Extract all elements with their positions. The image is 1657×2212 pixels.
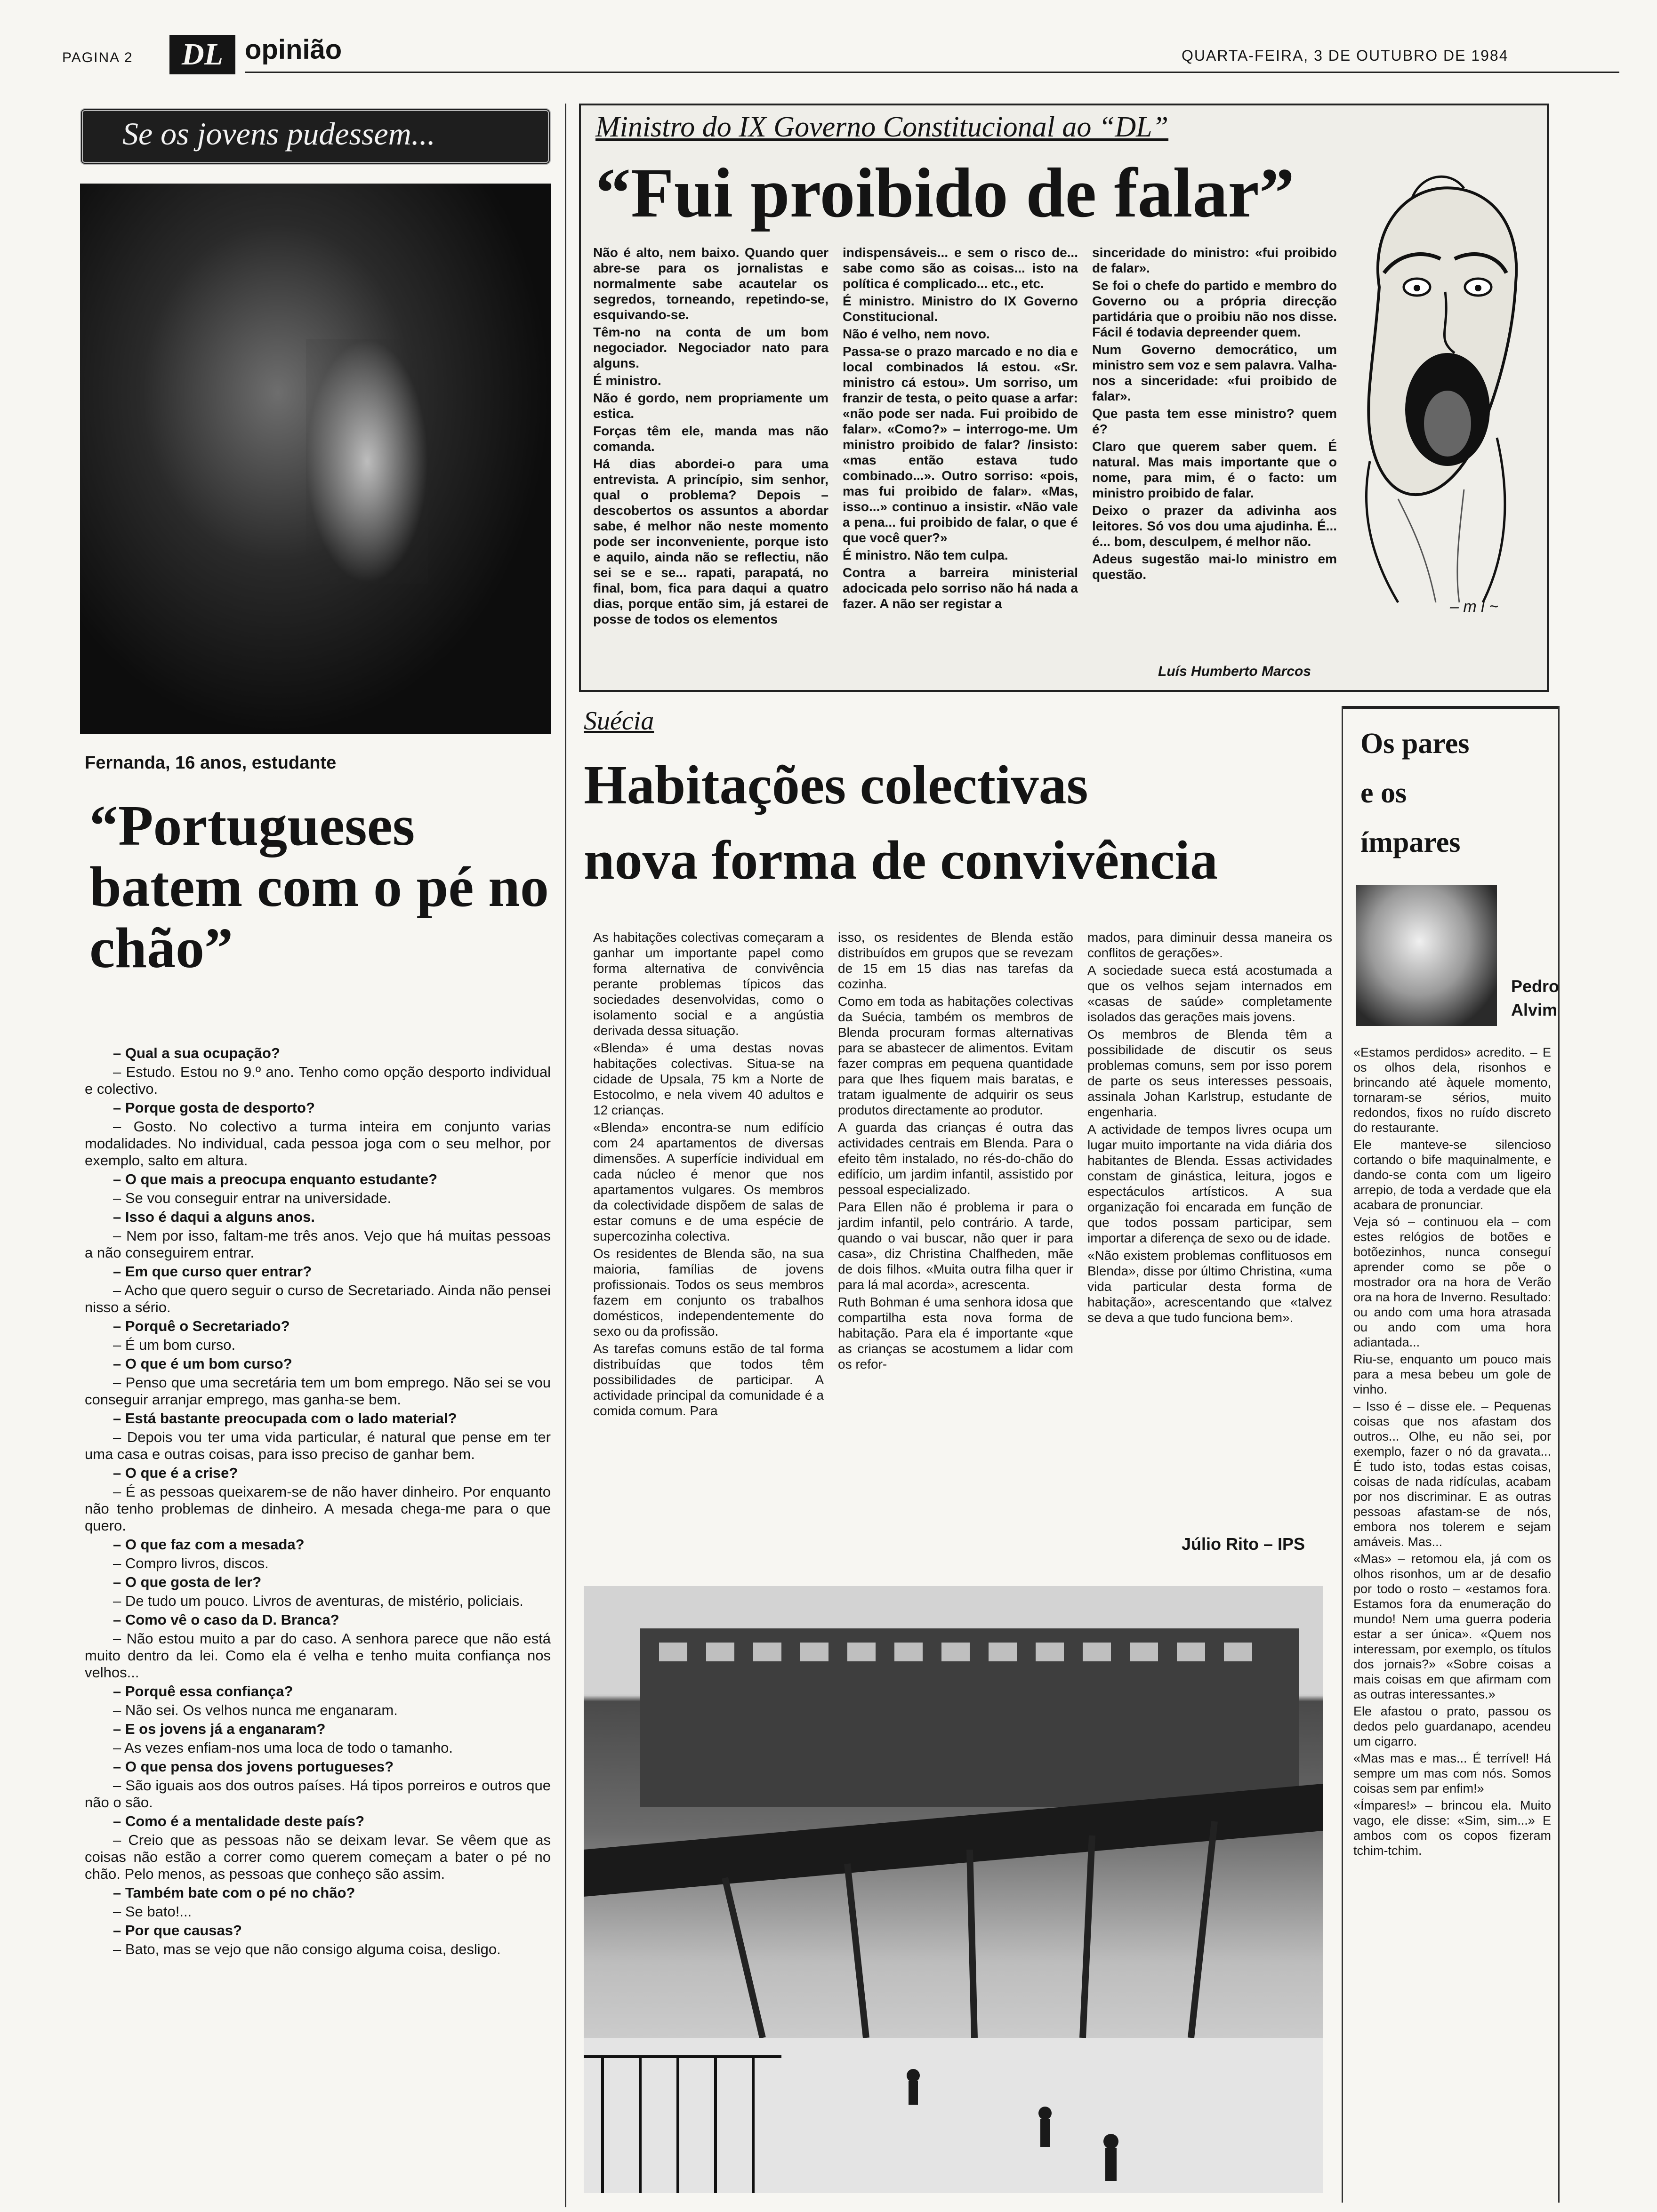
columnist-first-name: Pedro: [1511, 977, 1560, 996]
minister-paragraph: Não é velho, nem novo.: [843, 327, 990, 341]
sweden-col-1: [593, 930, 824, 1420]
answer: – Compro livros, discos.: [113, 1555, 269, 1571]
answer: – Não sei. Os velhos nunca me enganaram.: [113, 1702, 398, 1718]
minister-paragraph: Não é gordo, nem propriamente um estica.: [593, 391, 828, 421]
column-paragraph: Riu-se, enquanto um pouco mais para a mesa bebeu um gole de vinho.: [1353, 1352, 1551, 1396]
answer: – Acho que quero seguir o curso de Secretariado. Ainda não pensei nisso a sério.: [85, 1282, 551, 1315]
sweden-paragraph: «Blenda» é uma destas novas habitações colectivas. Situa-se na cidade de Upsala, 75 km a Norte de Estocolmo, e nela vivem 40 adultos e 12 crianças.: [593, 1041, 824, 1117]
minister-paragraph: Deixo o prazer da adivinha aos leitores. Só vos dou uma ajudinha. É... é... bom, desculpem, é melhor não.: [1092, 503, 1337, 549]
column-title-2: e os: [1360, 777, 1407, 809]
youth-banner-title: Se os jovens pudessem...: [122, 116, 435, 152]
column-paragraph: «Mas» – retomou ela, já com os olhos risonhos, um ar de desafio por todo o rosto – «estamos fora. Estamos fora da enumeração do mundo! Nem uma guerra poderia estar a ser única». «Quem nos interessam, por exemplo, os títulos dos jornais?» «Sobre coisas a mais coisas em que afirmam com as outras interessantes.»: [1353, 1552, 1551, 1701]
caricature-drawing: [1342, 132, 1539, 626]
answer: – Creio que as pessoas não se deixam levar. Se vêem que as coisas não estão a correr como querem começam a bater o pé no chão. Pelo menos, as pessoas que conheço são assim.: [85, 1832, 551, 1882]
minister-paragraph: indispensáveis... e sem o risco de... sabe como são as coisas... isto na política é complicado... etc., etc.: [843, 245, 1078, 291]
answer: – As vezes enfiam-nos uma loca de todo o tamanho.: [113, 1739, 453, 1756]
interview-body: [85, 1045, 551, 1960]
sweden-paragraph: isso, os residentes de Blenda estão distribuídos em grupos que se revezam de 15 em 15 dias nas tarefas da cozinha.: [838, 930, 1073, 991]
minister-paragraph: sinceridade do ministro: «fui proibido de falar».: [1092, 245, 1337, 275]
question: – O que é um bom curso?: [113, 1355, 292, 1372]
question: – Porque gosta de desporto?: [113, 1099, 315, 1116]
answer: – Depois vou ter uma vida particular, é natural que pense em ter uma casa e outras coisas, para isso preciso de ganhar bem.: [85, 1429, 551, 1462]
question: – Está bastante preocupada com o lado material?: [113, 1410, 457, 1427]
sweden-headline-line-1: Habitações colectivas: [584, 754, 1088, 816]
minister-paragraph: Se foi o chefe do partido e membro do Governo ou a própria direcção partidária que o proibiu não nos disse. Fácil é todavia depreender quem.: [1092, 278, 1337, 339]
answer: – Gosto. No colectivo a turma inteira em conjunto varias modalidades. No individual, cada pessoa joga com o seu melhor, por exemplo, salto em altura.: [85, 1118, 551, 1169]
question: – O que gosta de ler?: [113, 1574, 262, 1590]
left-column-divider: [565, 104, 566, 2207]
header-rule: [245, 72, 1619, 73]
photo-caption: Fernanda, 16 anos, estudante: [85, 753, 337, 773]
question: – O que é a crise?: [113, 1465, 238, 1481]
column-paragraph: Ele afastou o prato, passou os dedos pelo guardanapo, acendeu um cigarro.: [1353, 1704, 1551, 1748]
sweden-paragraph: A sociedade sueca está acostumada a que os velhos sejam internados em «casas de saúde» completamente isolados das gerações mais jovens.: [1087, 963, 1332, 1024]
column-title-1: Os pares: [1360, 728, 1470, 760]
portrait-highlight: [306, 339, 428, 584]
right-column-edge: [1558, 706, 1560, 2203]
sweden-kicker: Suécia: [584, 706, 654, 736]
column-paragraph: Veja só – continuou ela – com estes relógios de botões e botõezinhos, nunca conseguí aprender como se põe o mostrador ora na hora de Verão ora na hora de Inverno. Resultado: ou ando com uma hora atrasada ou ando com uma hora adiantada...: [1353, 1215, 1551, 1349]
question: – Porquê o Secretariado?: [113, 1318, 290, 1334]
housing-photo-drawing: [584, 1586, 1323, 2193]
answer: – É as pessoas queixarem-se de não haver dinheiro. Por enquanto não tenho problemas de dinheiro. A mesada chega-me para o que quero.: [85, 1483, 551, 1534]
question: – Em que curso quer entrar?: [113, 1263, 312, 1280]
minister-paragraph: Não é alto, nem baixo. Quando quer abre-se para os jornalistas e normalmente sabe acautelar os segredos, torneando, repetindo-se, esquivando-se.: [593, 245, 828, 322]
sweden-paragraph: Como em toda as habitações colectivas da Suécia, também os membros de Blenda procuram formas alternativas para se abastecer de alimentos. Evitam fazer compras em pequena quantidade para que lhes fiquem mais baratas, e tratam igualmente de adquirir os seus produtos directamente ao produtor.: [838, 994, 1073, 1117]
minister-paragraph: Claro que querem saber quem. É natural. Mas mais importante que o nome, para mim, é o facto: um ministro proibido de falar.: [1092, 439, 1337, 500]
question: – Qual a sua ocupação?: [113, 1045, 280, 1061]
minister-paragraph: É ministro.: [593, 373, 661, 388]
sweden-paragraph: As habitações colectivas começaram a ganhar um importante papel como forma alternativa de convivência perante problemas típicos das sociedades desenvolvidas, como o isolamento social e a angústia derivada dessa situação.: [593, 930, 824, 1038]
sweden-signature: Júlio Rito – IPS: [1182, 1534, 1305, 1554]
column-paragraph: «Estamos perdidos» acredito. – E os olhos dela, risonhos e brincando até àquele momento, tornaram-se sérios, muito redondos, fixos no ruído discreto do restaurante.: [1353, 1045, 1551, 1135]
minister-paragraph: É ministro. Não tem culpa.: [843, 548, 1008, 562]
question: – Também bate com o pé no chão?: [113, 1884, 355, 1901]
minister-paragraph: Passa-se o prazo marcado e no dia e local combinados lá estou. «Sr. ministro cá estou». Um sorriso, um franzir de testa, o peito quase a arfar: «não pode ser nada. Fui proibido de falar». «Como?» – interrogo-me. Um ministro proibido de falar? /insisto: «mas então estava tudo combinado...». Outro sorriso: «pois, mas fui proibido de falar». «Mas, isso...» continuo a insistir. «Não vale a pena... fui proibido de falar, o que é que você quer?»: [843, 344, 1078, 545]
question: – Como vê o caso da D. Branca?: [113, 1611, 339, 1628]
sweden-paragraph: A guarda das crianças é outra das actividades centrais em Blenda. Para o efeito têm instalado, no rés-do-chão do edifício, um jardim infantil, assistido por pessoal especializado.: [838, 1120, 1073, 1197]
sweden-paragraph: Ruth Bohman é uma senhora idosa que compartilha esta nova forma de habitação. Para ela é importante «que as crianças se acostumem a lidar com os refor-: [838, 1295, 1073, 1371]
minister-col-2: [843, 245, 1078, 613]
column-title-3: ímpares: [1360, 826, 1461, 858]
minister-paragraph: Há dias abordei-o para uma entrevista. A princípio, sim senhor, qual o problema? Depois – descobertos os assuntos a abordar sabe, é melhor não neste momento pode ser inconveniente, porque isto e aquilo, ainda não se reflectiu, não sei se e se... rapati, parapatá, no final, bom, fica para daqui a quatro dias, porque então sim, já estarei de posse de todos os elementos: [593, 457, 828, 626]
minister-col-3: [1092, 245, 1337, 584]
answer: – Nem por isso, faltam-me três anos. Vejo que há muitas pessoas a não conseguirem entrar.: [85, 1227, 551, 1261]
question: – O que pensa dos jovens portugueses?: [113, 1758, 394, 1775]
question: – E os jovens já a enganaram?: [113, 1721, 326, 1737]
column-paragraph: – Isso é – disse ele. – Pequenas coisas que nos afastam dos outros... Olhe, eu não sei, por exemplo, fazer o nó da gravata... É tudo isto, todas estas coisas, coisas de nada ridículas, acabam por nos discriminar. E as outras pessoas afastam-se de nós, embora nos tolerem e sejam amáveis. Mas...: [1353, 1399, 1551, 1549]
answer: – Estudo. Estou no 9.º ano. Tenho como opção desporto individual e colectivo.: [85, 1064, 551, 1097]
issue-date: QUARTA-FEIRA, 3 DE OUTUBRO DE 1984: [1182, 47, 1509, 64]
answer: – São iguais aos dos outros países. Há tipos porreiros e outros que não o são.: [85, 1777, 551, 1811]
minister-col-1: [593, 245, 828, 629]
newspaper-logo: DL: [169, 35, 235, 74]
minister-headline: “Fui proibido de falar”: [595, 154, 1295, 232]
page-header: [56, 28, 1619, 75]
sweden-col-2: [838, 930, 1073, 1374]
column-paragraph: «Mas mas e mas... É terrível! Há sempre um mas com nós. Somos coisas sem par enfim!»: [1353, 1751, 1551, 1795]
answer: – Penso que uma secretária tem um bom emprego. Não sei se vou conseguir arranjar emprego, mas ganha-se bem.: [85, 1374, 551, 1408]
minister-paragraph: Num Governo democrático, um ministro sem voz e sem palavra. Valha-nos a sinceridade: «fui proibido de falar».: [1092, 342, 1337, 403]
sweden-paragraph: Os membros de Blenda têm a possibilidade de discutir os seus problemas comuns, sem por isso porem de parte os seus interesses pessoais, assinala Johan Karlstrup, estudante de engenharia.: [1087, 1027, 1332, 1119]
answer: – É um bom curso.: [113, 1337, 236, 1353]
sweden-paragraph: Os residentes de Blenda são, na sua maioria, famílias de jovens profissionais. Todos os seus membros fazem em conjunto os trabalhos domésticos, independentemente do sexo ou da profissão.: [593, 1246, 824, 1338]
sweden-headline-line-2: nova forma de convivência: [584, 829, 1218, 891]
minister-paragraph: Forças têm ele, manda mas não comanda.: [593, 424, 828, 454]
housing-photo: [584, 1586, 1323, 2193]
question: – Isso é daqui a alguns anos.: [113, 1209, 315, 1225]
minister-caricature: [1342, 132, 1539, 626]
minister-signature: Luís Humberto Marcos: [1158, 664, 1311, 679]
question: – Porquê essa confiança?: [113, 1683, 293, 1699]
section-name: opinião: [245, 34, 342, 65]
sweden-paragraph: A actividade de tempos livres ocupa um lugar muito importante na vida diária dos habitantes de Blenda. Essas actividades constam de ginástica, leitura, jogos e espectáculos artísticos. A sua organização foi encarada em função de que todos possam participar, sem importar a diferença de sexo ou de idade.: [1087, 1122, 1332, 1245]
answer: – Bato, mas se vejo que não consigo alguma coisa, desligo.: [113, 1941, 501, 1957]
columnist-photo: [1356, 885, 1497, 1026]
question: – Por que causas?: [113, 1922, 242, 1939]
sweden-col-3: [1087, 930, 1332, 1327]
minister-paragraph: Contra a barreira ministerial adocicada pelo sorriso não há nada a fazer. A não ser registar a: [843, 565, 1078, 611]
interview-headline: “Portugueses batem com o pé no chão”: [89, 794, 549, 980]
question: – O que faz com a mesada?: [113, 1536, 305, 1553]
right-column-rule-top: [1342, 706, 1558, 709]
column-body: [1353, 1045, 1551, 1860]
minister-paragraph: Adeus sugestão mai-lo ministro em questão.: [1092, 552, 1337, 582]
sweden-paragraph: As tarefas comuns estão de tal forma distribuídas que todos têm possibilidades de participar. A actividade principal da comunidade é a comida comum. Para: [593, 1341, 824, 1418]
answer: – De tudo um pouco. Livros de aventuras, de mistério, policiais.: [113, 1593, 523, 1609]
question: – O que mais a preocupa enquanto estudante?: [113, 1171, 438, 1187]
minister-paragraph: É ministro. Ministro do IX Governo Constitucional.: [843, 294, 1078, 324]
answer: – Se bato!...: [113, 1903, 192, 1920]
page-number: PAGINA 2: [62, 50, 133, 65]
answer: – Se vou conseguir entrar na universidade.: [113, 1190, 392, 1206]
caricature-signature: – m l ~: [1450, 598, 1498, 616]
interview-qa: [85, 1045, 551, 1958]
question: – Como é a mentalidade deste país?: [113, 1813, 365, 1829]
sweden-paragraph: «Não existem problemas conflituosos em Blenda», disse por último Christina, «uma vida particular desta forma de habitação», acrescentando que «talvez se deva a que tudo funciona bem».: [1087, 1248, 1332, 1325]
minister-paragraph: Têm-no na conta de um bom negociador. Negociador nato para alguns.: [593, 325, 828, 370]
sweden-paragraph: Para Ellen não é problema ir para o jardim infantil, pelo contrário. A tarde, quando o vai buscar, não quer ir para casa», diz Christina Chalfheden, mãe de dois filhos. «Muita outra filha quer ir para lá mal acorda», acrescenta.: [838, 1200, 1073, 1292]
minister-paragraph: Que pasta tem esse ministro? quem é?: [1092, 406, 1337, 436]
answer: – Não estou muito a par do caso. A senhora parece que não está muito dentro da lei. Como ela é velha e tenho muita confiança nos velhos...: [85, 1630, 551, 1681]
columnist-last-name: Alvim: [1511, 1000, 1558, 1019]
minister-kicker: Ministro do IX Governo Constitucional ao “DL”: [595, 111, 1169, 143]
column-paragraph: «Ímpares!» – brincou ela. Muito vago, ele disse: «Sim, sim...» E ambos com os copos fizeram tchim-tchim.: [1353, 1798, 1551, 1858]
right-column-divider: [1342, 706, 1343, 2203]
sweden-paragraph: mados, para diminuir dessa maneira os conflitos de gerações».: [1087, 930, 1332, 960]
column-paragraph: Ele manteve-se silencioso cortando o bife maquinalmente, e dando-se conta com um ligeiro arrepio, de toda a verdade que ela acabara de pronunciar.: [1353, 1138, 1551, 1212]
sweden-paragraph: «Blenda» encontra-se num edifício com 24 apartamentos de diversas dimensões. A superfície individual em cada núcleo é menor que nos apartamentos vulgares. Os membros da colectividade dispõem de salas de estar comuns e de uma espécie de supercozinha colectiva.: [593, 1120, 824, 1243]
